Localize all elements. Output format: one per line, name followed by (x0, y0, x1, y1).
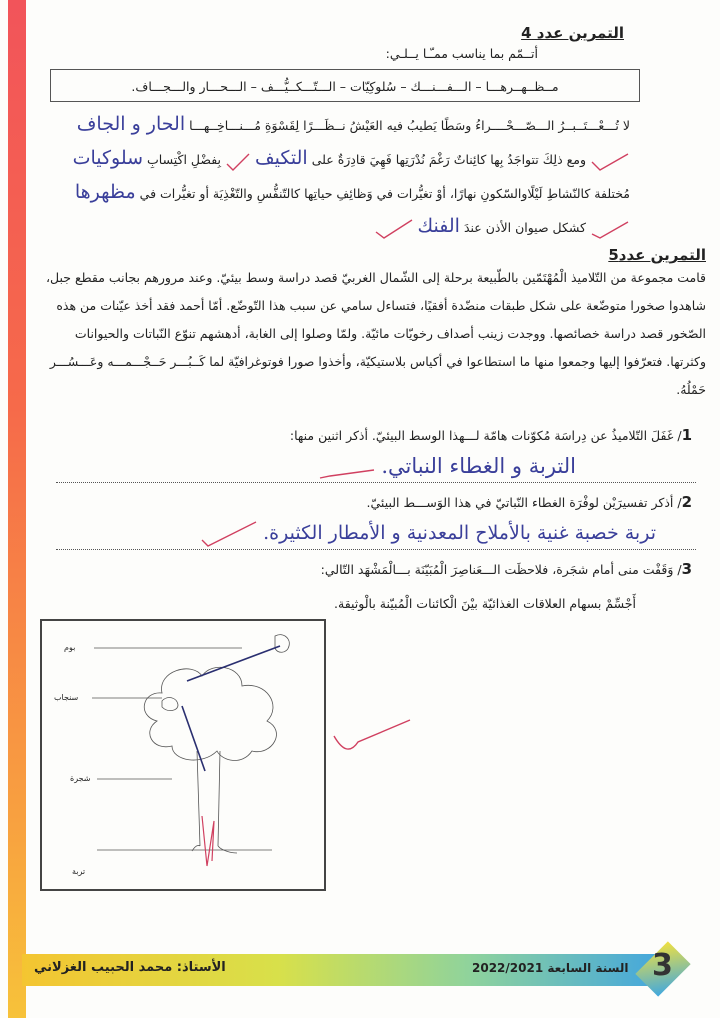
ex4-line: كالنّشاطِ لَيْلًاوالسّكونِ نهارًا، أوْ تغيُّرات في وَظائِفِ حياتِها كالتّنفُّسِ والتّغْذِيَة أو تغيُّرات في (139, 186, 591, 201)
ex4-line: لا تُـــعْـــتَــبــرُ الـــصّـــحْــــراءُ وسَطًا يَطيبُ فيه العَيْشُ نــظَـــرًا لِقَسْوَةِ مُـــنـــاخِــهـــا (189, 118, 630, 133)
checkmark-icon (198, 520, 258, 550)
word-bank: مــظــهــرهـــا – الـــفـــنـــك – سُلوكِيّات – الـــتّـــكــيُّـــف – الـــحـــار والـــجـــاف. (131, 79, 559, 94)
label-soil: تربة (72, 867, 86, 876)
label-squirrel: سنجاب (54, 693, 79, 702)
answer-line (56, 513, 696, 550)
food-chain-diagram (40, 619, 326, 891)
ex4-line: كشكل صيوان (515, 220, 587, 235)
handwritten-answer: مظهرها (74, 181, 136, 203)
handwritten-answer: سلوكيات (72, 147, 144, 169)
question-3: 3/ وَقَفْت منى أمام شجَرة، فلاحظَت الـــعَناصِرَ الْمُبَيّنَة بـــالْمَشْهَد التّالي: (320, 560, 692, 578)
footer-banner (22, 954, 662, 986)
answer-line (56, 446, 696, 483)
checkmark-icon (590, 150, 630, 172)
checkmark-icon (590, 218, 630, 240)
handwritten-answer: الحار و الجاف (76, 113, 186, 135)
ex5-paragraph-line: فقد أخذ عيّنات من هذه الصّخور قصد دراسة خصائصها. ووجدت زينب أصداف رخويّات مائيّة. ولمّا وصلوا إلى (56, 298, 706, 341)
ex4-line: ومع (566, 152, 587, 167)
checkmark-icon (316, 458, 376, 480)
school-year: السنة السابعة 2022/2021 (472, 961, 629, 975)
handwritten-answer: تربة خصبة غنية بالأملاح المعدنية و الأمطار الكثيرة. (263, 522, 656, 544)
question-3-instruction: أَجْسِّمْ بسهام العلاقات الغذائيّة بيْنَ الْكائنات الْمُبيّنة بالْوثيقة. (334, 596, 636, 611)
ex4-instruction: أتــمّم بما يناسب ممـّـا يــلـي: (385, 46, 538, 61)
checkmark-icon (225, 150, 251, 172)
ex5-paragraph-line: صورا فوتوغرافيّة لما كَــبُـــر حَــجْـــمـــه وعَـــسُـــر حَمْلُهُ. (49, 354, 706, 397)
teacher-name: الأستاذ: محمد الحبيب الغزلاني (34, 960, 226, 975)
ex4-line: الأذن عندَ (463, 220, 512, 235)
ex5-paragraph-line: قامت مجموعة من التّلاميذ الْمُهْتَمّين بالطّبيعة برحلة إلى الشّمال الغربيّ قصد دراسة وسط بيئيّ. وعند مرورهم بجانب (108, 270, 706, 285)
decorative-stripe (8, 0, 26, 1018)
word-bank-box (50, 69, 640, 102)
tree-drawing (42, 621, 324, 889)
question-1: 1/ غَفَلَ التّلاميذُ عن دِراسَة مُكوّنات هامّة لـــهذا الوسط البيئيّ. أذكر اثنين منها: (289, 426, 692, 444)
handwritten-answer: التربة و الغطاء النباتي. (381, 454, 576, 478)
ex4-line: ذلِكَ تتواجَدُ بِها كائِناتٌ رَغْمَ نُدْرَتِها فَهِيَ قادِرَةٌ على (311, 152, 563, 167)
page-number: 3 (652, 948, 673, 983)
ex4-title: التمرين عدد 4 (521, 24, 624, 42)
worksheet (36, 24, 706, 891)
ex5-paragraph-line: الغابة، أدهشهم تنوّع النّباتات والحيوانات وكثرتها. فتعرّفوا إليها وجمعوا منها ما استطاعوا في أكياس بلاستيكيّة، وأخذوا (74, 326, 706, 369)
label-owl: بوم (64, 643, 76, 652)
question-2: 2/ أذكر تفسيرَيْن لوفْرَة الغطاء النّباتيّ في هذا الوَســـط البيئيّ. (366, 493, 692, 511)
checkmark-icon (332, 716, 412, 756)
ex4-fill-paragraph (36, 108, 630, 244)
ex5-paragraph-line: مقطع جبل، شاهدوا صخورا متوضّعة على شكل طبقات منضّدة أفقيًا، فتساءل سامي عن سبب هذا التّوضّع. أمّا أحمد (46, 270, 706, 313)
ex5-title: التمرين عدد5 (608, 246, 706, 264)
ex4-line: مُختلفة (594, 186, 630, 201)
ex4-line: بِفضْلِ اكْتِسابِ (147, 152, 222, 167)
checkmark-icon (374, 218, 414, 240)
handwritten-answer: التكيف (255, 147, 308, 169)
handwritten-answer: الفنك (417, 215, 460, 237)
label-tree: شجرة (70, 774, 91, 783)
ex5-paragraph (36, 264, 706, 404)
